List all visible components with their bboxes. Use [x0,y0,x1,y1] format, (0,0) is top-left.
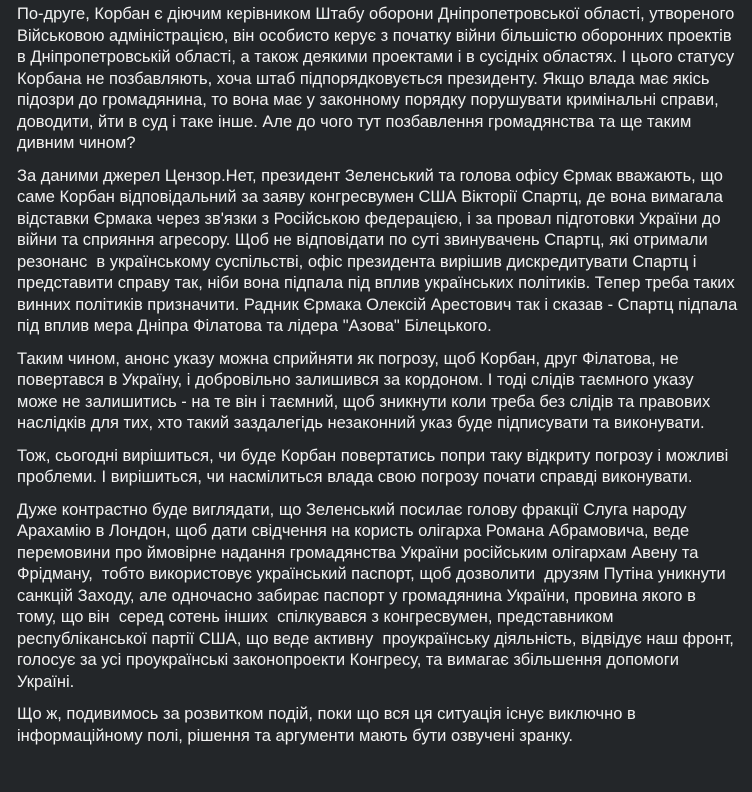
paragraph: Таким чином, анонс указу можна сприйняти як погрозу, щоб Корбан, друг Філатова, не повертався в Україну, і добровільно залишився за кордоном. І тоді слідів таємного указу може не залишитись - на те він і таємний, щоб зникнути коли треба без слідів та правових наслідків для тих, хто такий заздалегідь незаконний указ буде підписувати та виконувати. [17,349,715,432]
paragraph: Дуже контрастно буде виглядати, що Зеленський посилає голову фракції Слуга народу Арахамію в Лондон, щоб дати свідчення на користь олігарха Романа Абрамовича, веде перемовини про ймовірне надання громадянства України російським олігархам Авену та Фрідману, тобто використовує український паспорт, щоб дозволити друзям Путіна уникнути санкцій Заходу, але одночасно забирає паспорт у громадянина України, провина якого в тому, що він серед сотень інших спілкувався з конгресвумен, представником республіканської партії США, що веде активну проукраїнську діяльність, відвідує наш фронт, голосує за усі проукраїнські законопроекти Конгресу, та вимагає збільшення допомоги Україні. [17,500,739,691]
paragraph: За даними джерел Цензор.Нет, президент Зеленський та голова офісу Єрмак вважають, що саме Корбан відповідальний за заяву конгресвумен США Вікторії Спартц, де вона вимагала відставки Єрмака через зв'язки з Російською федерацією, і за провал підготовки України до війни та сприяння агресору. Щоб не відповідати по суті звинувачень Спартц, які отримали резонанс в українському суспільстві, офіс президента вирішив дискредитувати Спартц і представити справу так, ніби вона підпала під вплив українських політиків. Тепер треба таких винних політиків призначити. Радник Єрмака Олексій Арестович так і сказав - Спартц підпала під вплив мера Дніпра Філатова та лідера "Азова" Білецького. [17,166,742,335]
paragraph: По-друге, Корбан є діючим керівником Штабу оборони Дніпропетровської області, утвореного Військовою адміністрацією, він особисто керує з початку війни більшістю оборонних проектів в Дніпропетровській області, а також деякими проектами і в сусідніх областях. І цього статусу Корбана не позбавляють, хоча штаб підпорядковується президенту. Якщо влада має якісь підозри до громадянина, то вона має у законному порядку порушувати кримінальні справи, доводити, йти в суд і таке інше. Але до чого тут позбавлення громадянства та ще таким дивним чином? [17,5,739,152]
paragraph: Що ж, подивимось за розвитком подій, поки що вся ця ситуація існує виключно в інформаційному полі, рішення та аргументи мають бути озвучені зранку. [17,705,641,745]
paragraph: Тож, сьогодні вирішиться, чи буде Корбан повертатись попри таку відкриту погрозу і можливі проблеми. І вирішиться, чи насмілиться влада свою погрозу почати справді виконувати. [17,446,733,486]
